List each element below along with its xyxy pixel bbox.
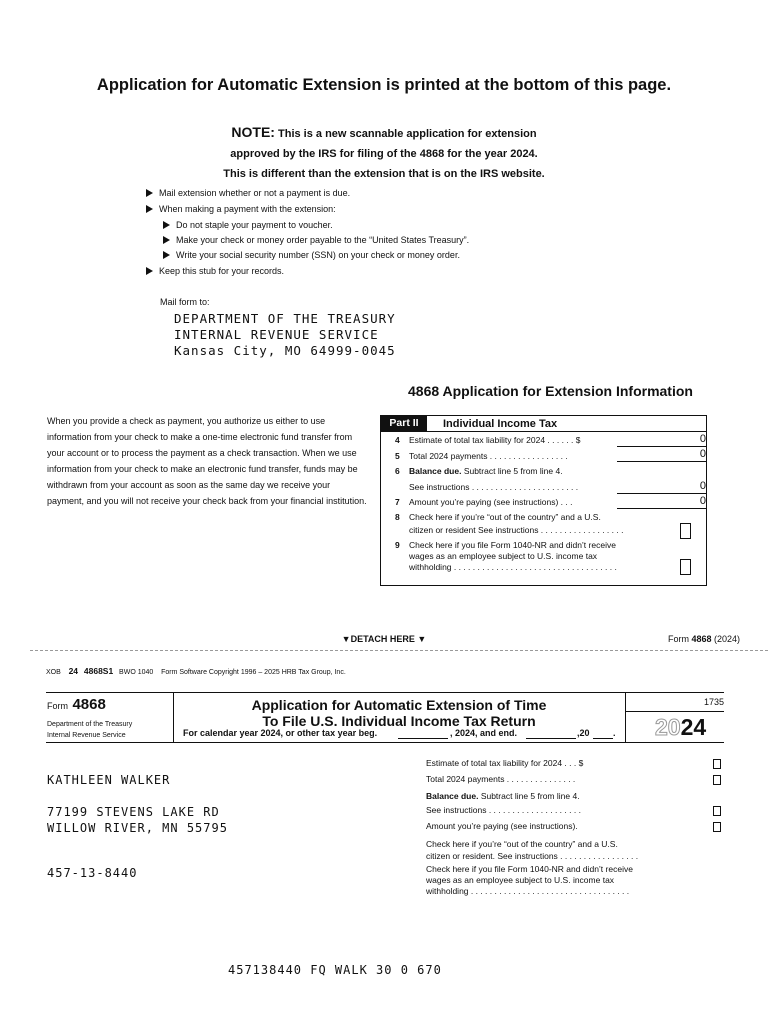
end-date-blank: [526, 738, 576, 739]
line-5: 5 Total 2024 payments . . . . . . . . . . . . . . . . .: [395, 451, 568, 461]
note-line-2: approved by the IRS for filing of the 4868 for the year 2024.: [230, 148, 538, 160]
calendar-year-end: , 2024, and end.: [450, 728, 518, 738]
voucher-line-payments: Total 2024 payments . . . . . . . . . . . . . . .: [426, 774, 576, 784]
bullet-arrow-icon: [146, 205, 153, 213]
form-1040nr-checkbox[interactable]: [680, 559, 691, 575]
line-6-value[interactable]: 0: [617, 480, 706, 494]
calendar-year-twenty: ,20: [577, 728, 590, 738]
beg-date-blank: [398, 738, 448, 739]
note-line-1: This is a new scannable application for extension: [278, 128, 537, 140]
bullet-arrow-icon: [163, 251, 170, 259]
detach-divider: [30, 650, 768, 651]
scanline: 457138440 FQ WALK 30 0 670: [228, 963, 442, 977]
department: Department of the Treasury Internal Revenue Service: [47, 721, 133, 739]
mail-line-1: DEPARTMENT OF THE TREASURY: [174, 311, 396, 326]
page-title: Application for Automatic Extension is printed at the bottom of this page.: [96, 76, 672, 94]
taxpayer-name: KATHLEEN WALKER: [47, 773, 171, 787]
voucher-line-balance: Balance due. Subtract line 5 from line 4.: [426, 791, 580, 801]
voucher-divider-right: [625, 692, 626, 742]
voucher-paying-box[interactable]: [713, 822, 721, 832]
voucher-balance-box[interactable]: [713, 806, 721, 816]
calendar-year-line: For calendar year 2024, or other tax year beg.: [183, 728, 378, 738]
voucher-line-country-cont: citizen or resident. See instructions . . . . . . . . . . . . . . . . .: [426, 851, 639, 861]
voucher-line-1040nr: Check here if you file Form 1040-NR and didn’t receive: [426, 864, 633, 874]
voucher-code-rule: [626, 711, 724, 712]
note-label: NOTE:: [231, 124, 275, 140]
line-8: 8 Check here if you’re “out of the country” and a U.S.: [395, 512, 601, 522]
bullet-arrow-icon: [146, 189, 153, 197]
mail-line-3: Kansas City, MO 64999-0045: [174, 343, 396, 358]
voucher-bottom-rule: [46, 742, 724, 743]
instruction-1: Mail extension whether or not a payment is due.: [146, 186, 350, 202]
mail-line-2: INTERNAL REVENUE SERVICE: [174, 327, 379, 342]
voucher-line-1040nr-cont: wages as an employee subject to U.S. income tax: [426, 875, 615, 885]
taxpayer-address: [47, 804, 228, 836]
tax-year: 2024: [655, 714, 707, 740]
mailing-address: [174, 311, 396, 359]
voucher-line-balance-sub: See instructions . . . . . . . . . . . . . . . . . . . .: [426, 805, 581, 815]
voucher-line-country: Check here if you’re “out of the country” and a U.S.: [426, 839, 618, 849]
line-9-cont: wages as an employee subject to U.S. income tax: [409, 551, 598, 561]
line-7-value[interactable]: 0: [617, 495, 706, 509]
bullet-arrow-icon: [163, 236, 170, 244]
voucher-divider-left: [173, 692, 174, 742]
taxpayer-ssn: 457-13-8440: [47, 866, 138, 880]
instruction-sub-3: Write your social security number (SSN) on your check or money order.: [163, 248, 460, 264]
software-row: XOB 24 4868S1 BWO 1040 Form Software Copyright 1996 – 2025 HRB Tax Group, Inc.: [46, 666, 346, 676]
line-6: 6 Balance due. Subtract line 5 from line 4.: [395, 466, 563, 476]
voucher-line-1040nr-cont-2: withholding . . . . . . . . . . . . . . . . . . . . . . . . . . . . . . . . . .: [426, 886, 630, 896]
address-line-1: 77199 STEVENS LAKE RD: [47, 805, 220, 819]
bullet-arrow-icon: [146, 267, 153, 275]
voucher-title: Application for Automatic Extension of Time To File U.S. Individual Income Tax Return: [251, 697, 547, 729]
end-year-blank: [593, 738, 613, 739]
info-heading: 4868 Application for Extension Information: [408, 383, 693, 399]
voucher-estimate-box[interactable]: [713, 759, 721, 769]
voucher-line-paying: Amount you’re paying (see instructions).: [426, 821, 578, 831]
address-line-2: WILLOW RIVER, MN 55795: [47, 821, 228, 835]
part-2-header: [381, 416, 706, 432]
instruction-sub-2: Make your check or money order payable to the “United States Treasury”.: [163, 233, 469, 249]
line-9-cont-2: withholding . . . . . . . . . . . . . . . . . . . . . . . . . . . . . . . . . . .: [409, 562, 617, 572]
authorization-text: When you provide a check as payment, you authorize us either to use information from your check to make a one-time electronic fund transfer from your account or to process the payment as a check transaction. When we use information from your check to make an electronic fund transfer, funds may be withdrawn from your account as soon as the same day we receive your payment, and you will not receive your check back from your financial institution.: [47, 416, 367, 506]
bullet-arrow-icon: [163, 221, 170, 229]
instruction-2: When making a payment with the extension:: [146, 202, 336, 218]
form-reference: Form 4868 (2024): [668, 634, 741, 644]
line-6-sub: See instructions . . . . . . . . . . . . . . . . . . . . . . .: [409, 482, 579, 492]
instruction-sub-1: Do not staple your payment to voucher.: [163, 218, 333, 234]
detach-label: ▼DETACH HERE ▼: [341, 634, 427, 644]
line-5-value[interactable]: 0: [617, 448, 706, 462]
line-7: 7 Amount you’re paying (see instructions) . . .: [395, 497, 573, 507]
voucher-line-estimate: Estimate of total tax liability for 2024 . . . $: [426, 758, 584, 768]
mail-label: Mail form to:: [160, 297, 210, 307]
calendar-year-period: .: [613, 728, 616, 738]
part-2-title: Individual Income Tax: [443, 418, 558, 430]
line-9: 9 Check here if you file Form 1040-NR and didn’t receive: [395, 540, 616, 550]
note-block: [0, 122, 768, 184]
voucher-top-rule: [46, 692, 724, 693]
instruction-3: Keep this stub for your records.: [146, 264, 284, 280]
form-code: 1735: [704, 697, 725, 707]
line-8-cont: citizen or resident See instructions . . . . . . . . . . . . . . . . . .: [409, 525, 624, 535]
form-id: Form 4868: [47, 696, 106, 713]
part-2-tag: Part II: [381, 416, 427, 431]
part-2-box: [380, 415, 707, 586]
line-4-value[interactable]: 0: [617, 433, 706, 447]
voucher-payments-box[interactable]: [713, 775, 721, 785]
line-4: 4 Estimate of total tax liability for 2024 . . . . . . $: [395, 435, 581, 445]
out-of-country-checkbox[interactable]: [680, 523, 691, 539]
note-line-3: This is different than the extension that is on the IRS website.: [223, 168, 545, 180]
